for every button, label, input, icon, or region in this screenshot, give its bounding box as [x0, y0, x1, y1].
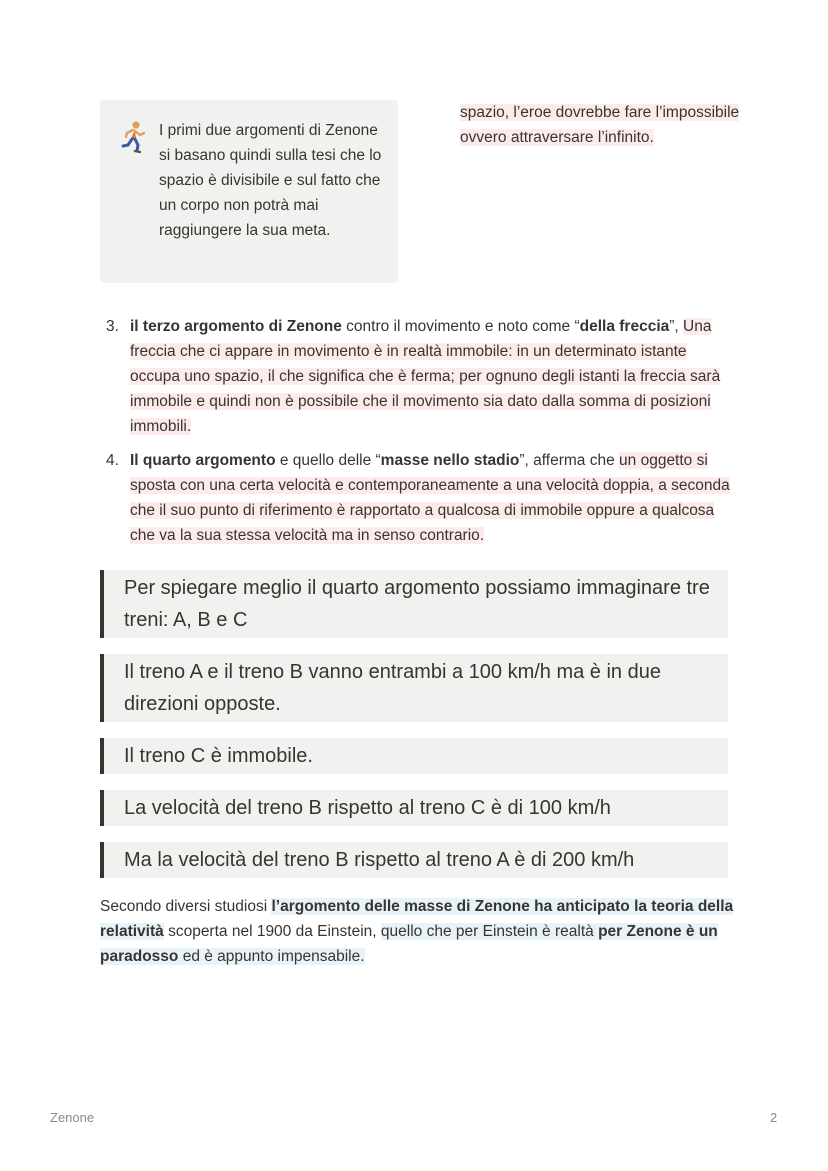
continuation-highlight: spazio, l’eroe dovrebbe fare l’impossibile ovvero attraversare l’infinito. — [460, 104, 740, 146]
conclusion-bold-highlight: l’argomento delle masse di Zenone ha anticipato la teoria della relatività — [100, 898, 734, 940]
conclusion-text: Secondo diversi studiosi — [100, 898, 272, 915]
conclusion-highlight: ed è appunto impensabile. — [178, 948, 365, 965]
conclusion-bold-highlight: per Zenone è un paradosso — [100, 923, 718, 965]
conclusion-paragraph — [100, 894, 740, 969]
quote-block: Il treno C è immobile. — [100, 738, 728, 774]
argument-highlight: Una freccia che ci appare in movimento è in realtà immobile: in un determinato istante occupa uno spazio, il che significa che è ferma; per ognuno degli istanti la freccia sarà immobile e quindi non è possibile che il movimento sia dato dalla somma di posizioni immobili. — [130, 318, 721, 435]
argument-name: della freccia — [579, 318, 670, 335]
page-number: 2 — [770, 1110, 778, 1125]
argument-name: masse nello stadio — [380, 452, 520, 469]
footer-title: Zenone — [50, 1110, 95, 1125]
argument-item — [100, 448, 740, 548]
list-number: 4. — [106, 452, 119, 469]
argument-title: Il quarto argomento — [130, 452, 276, 469]
argument-item — [100, 314, 740, 439]
arguments-list — [100, 314, 740, 557]
quote-block: Ma la velocità del treno B rispetto al treno A è di 200 km/h — [100, 842, 728, 878]
quote-block: Per spiegare meglio il quarto argomento possiamo immaginare tre treni: A, B e C — [100, 570, 728, 638]
list-number: 3. — [106, 318, 119, 335]
argument-text: ”, — [669, 318, 679, 335]
conclusion-highlight: quello che per Einstein è realtà — [380, 923, 599, 940]
argument-text: e quello delle “ — [275, 452, 381, 469]
quote-block: La velocità del treno B rispetto al treno C è di 100 km/h — [100, 790, 728, 826]
continuation-text — [460, 100, 760, 150]
argument-title: il terzo argomento di Zenone — [130, 318, 342, 335]
argument-text: ”, afferma che — [519, 452, 620, 469]
argument-highlight: un oggetto si sposta con una certa velocità e contemporaneamente a una velocità doppia, a seconda che il suo punto di riferimento è rapportato a qualcosa di immobile oppure a qualcosa che va la sua stessa velocità ma in senso contrario. — [130, 452, 730, 544]
conclusion-text: scoperta nel 1900 da Einstein, — [163, 923, 381, 940]
callout-box — [100, 100, 398, 283]
callout-text: I primi due argomenti di Zenone si basano quindi sulla tesi che lo spazio è divisibile e sul fatto che un corpo non potrà mai raggiungere la sua meta. — [159, 122, 382, 239]
runner-icon — [120, 120, 148, 154]
argument-text: contro il movimento e noto come “ — [341, 318, 580, 335]
quote-block: Il treno A e il treno B vanno entrambi a 100 km/h ma è in due direzioni opposte. — [100, 654, 728, 722]
